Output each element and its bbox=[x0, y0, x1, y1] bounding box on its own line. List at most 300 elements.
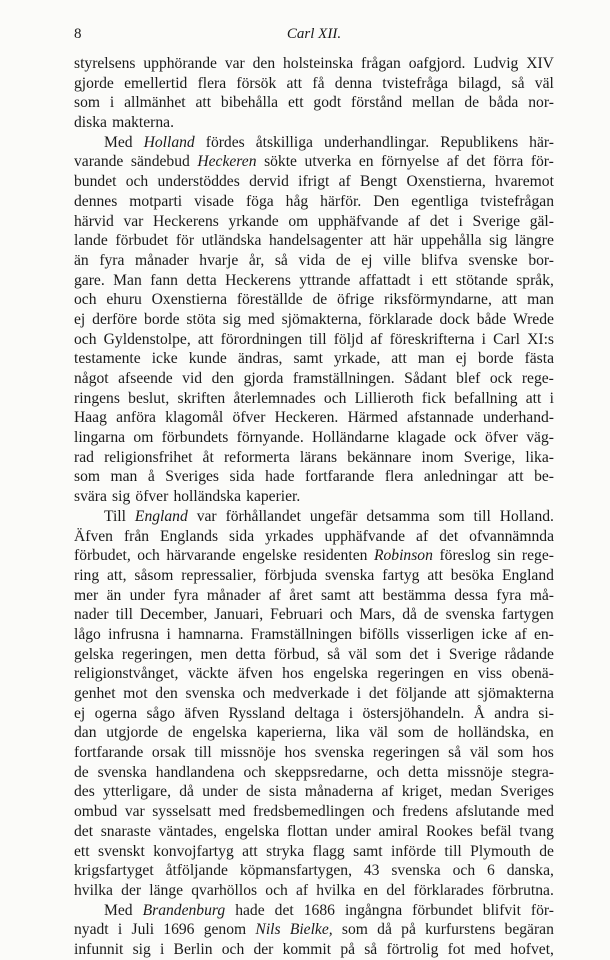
text-line bbox=[74, 605, 554, 625]
word: handlandena bbox=[155, 763, 235, 781]
word: svenska bbox=[445, 606, 495, 624]
word: sändebud bbox=[130, 153, 190, 171]
word: regeringen bbox=[372, 744, 440, 762]
word: af bbox=[416, 527, 429, 545]
word: till bbox=[115, 606, 133, 624]
word: ett bbox=[431, 271, 448, 289]
word: under bbox=[335, 822, 371, 840]
word: detta bbox=[235, 645, 266, 663]
word: och bbox=[323, 389, 347, 407]
word: missnöje bbox=[447, 763, 503, 781]
word: Mars, bbox=[359, 606, 396, 624]
word: fortfarande bbox=[305, 468, 375, 486]
word: mellan bbox=[412, 94, 455, 112]
word: nader bbox=[74, 606, 109, 624]
word: och bbox=[74, 291, 97, 309]
word: man bbox=[110, 468, 138, 486]
text-line bbox=[74, 448, 554, 468]
word: Gyldenstolpe, bbox=[103, 330, 191, 348]
text-line bbox=[74, 369, 554, 389]
word: skriften bbox=[177, 389, 226, 407]
word: de bbox=[433, 724, 449, 742]
word: Plymouth bbox=[470, 842, 531, 860]
word: väntades, bbox=[158, 822, 218, 840]
word: anledningar bbox=[423, 468, 498, 486]
word: då bbox=[179, 783, 194, 801]
word: fartyg bbox=[382, 566, 420, 584]
word: med bbox=[527, 803, 554, 821]
text-line bbox=[74, 290, 554, 310]
word: rådande bbox=[504, 645, 554, 663]
word: dennes bbox=[74, 192, 118, 210]
word: stötande bbox=[455, 271, 508, 289]
word: håg bbox=[285, 192, 309, 210]
word: året bbox=[289, 586, 313, 604]
word: föreskrifterna bbox=[389, 330, 475, 348]
word: tvang bbox=[519, 822, 554, 840]
word: bor- bbox=[528, 251, 554, 269]
word: så bbox=[274, 251, 288, 269]
italic-word: Holland bbox=[143, 133, 195, 151]
text-line bbox=[74, 212, 554, 232]
word: fördes bbox=[205, 133, 245, 151]
word: som bbox=[74, 468, 100, 486]
word: följd bbox=[333, 330, 364, 348]
word: Oxenstierna bbox=[151, 291, 227, 309]
word: man bbox=[417, 350, 445, 368]
word: svenska bbox=[185, 685, 235, 702]
word: få bbox=[312, 74, 325, 92]
italic-word: England bbox=[134, 507, 188, 525]
word: språk, bbox=[516, 271, 554, 289]
word: Sådant bbox=[404, 370, 447, 387]
word: förbrutna. bbox=[491, 881, 554, 899]
word: af bbox=[295, 881, 309, 899]
text-line bbox=[74, 330, 554, 350]
word: dessa bbox=[454, 586, 488, 604]
word: egentliga bbox=[411, 192, 469, 210]
word: bekännare bbox=[347, 448, 412, 466]
word: Englands bbox=[160, 527, 219, 545]
word: och bbox=[452, 862, 476, 880]
word: rege- bbox=[521, 547, 554, 565]
word: Man bbox=[113, 271, 142, 289]
word: och bbox=[329, 606, 353, 624]
word: 6 bbox=[487, 862, 495, 880]
word: deltaga bbox=[294, 704, 340, 722]
word: upphörande bbox=[143, 55, 217, 72]
word: denna bbox=[334, 74, 373, 92]
word: som bbox=[74, 94, 100, 112]
word: så bbox=[327, 645, 341, 663]
word: qvarhöllos bbox=[191, 881, 258, 899]
italic-word: Robinson bbox=[373, 547, 433, 565]
word: Bengt bbox=[360, 173, 398, 191]
word: sig bbox=[222, 310, 241, 328]
word: dan bbox=[74, 724, 97, 742]
word: lärans bbox=[299, 448, 338, 466]
word: som bbox=[397, 724, 424, 742]
word: styrelsens bbox=[74, 55, 136, 72]
word: öfver bbox=[485, 429, 518, 447]
word: att bbox=[391, 350, 407, 368]
word: den bbox=[211, 370, 235, 387]
word: väl bbox=[369, 724, 389, 742]
word: åt bbox=[202, 448, 214, 466]
word: tvistefråga bbox=[382, 74, 449, 92]
word: om bbox=[133, 429, 154, 447]
word: holländska, bbox=[457, 724, 530, 742]
word: och bbox=[242, 685, 266, 702]
text-line bbox=[74, 723, 554, 743]
word: och bbox=[137, 547, 160, 565]
word: Republikens bbox=[440, 133, 519, 151]
word: sida bbox=[229, 468, 255, 486]
word: medan bbox=[450, 783, 492, 801]
word: hos bbox=[282, 665, 304, 683]
word: här- bbox=[529, 133, 554, 151]
word: och bbox=[243, 763, 266, 781]
text-line bbox=[74, 231, 554, 251]
word: kunde bbox=[188, 350, 227, 368]
word: de bbox=[312, 291, 328, 309]
word: svenska bbox=[97, 763, 147, 781]
word: kriget, bbox=[401, 783, 443, 801]
word: i bbox=[481, 330, 486, 348]
word: och bbox=[221, 940, 245, 958]
word: lika- bbox=[525, 448, 554, 466]
word: förnyelse bbox=[381, 153, 440, 171]
word: i bbox=[348, 704, 354, 722]
text-line bbox=[74, 704, 554, 724]
word: visserligen bbox=[406, 625, 475, 643]
word: yrkande bbox=[228, 212, 279, 230]
word: väg- bbox=[526, 429, 554, 447]
text-line bbox=[74, 487, 554, 507]
word: följande bbox=[395, 685, 447, 702]
word: stryka bbox=[266, 842, 305, 860]
word: uppehålla bbox=[420, 232, 482, 250]
word: gjorda bbox=[243, 370, 284, 387]
text-line bbox=[74, 408, 554, 428]
word: förklarades bbox=[413, 881, 484, 899]
word: äfven bbox=[184, 704, 220, 722]
word: engelske bbox=[242, 547, 297, 565]
word: icke bbox=[481, 625, 508, 643]
word: XIV bbox=[526, 55, 554, 72]
text-line bbox=[74, 625, 554, 645]
word: af bbox=[408, 212, 421, 230]
word: förbjuda bbox=[264, 566, 318, 584]
word: Carl bbox=[493, 330, 520, 348]
word: att bbox=[358, 586, 375, 604]
word: vid bbox=[182, 370, 203, 387]
word: i bbox=[458, 212, 463, 230]
word: än bbox=[74, 251, 89, 269]
word: förbundet bbox=[412, 901, 473, 919]
word: underhandlingar. bbox=[323, 133, 430, 151]
word: samt bbox=[353, 842, 383, 860]
word: att bbox=[507, 468, 524, 486]
word: handelsagenter bbox=[269, 232, 363, 250]
word: ett bbox=[287, 94, 304, 112]
word: der bbox=[253, 940, 274, 958]
word: som bbox=[497, 744, 524, 762]
word: en bbox=[358, 153, 374, 171]
word: sågo bbox=[146, 704, 176, 722]
word: rad bbox=[74, 448, 94, 466]
word: skeppsredarne, bbox=[274, 763, 368, 781]
word: borde bbox=[478, 350, 514, 368]
word: visade bbox=[194, 192, 234, 210]
word: ville bbox=[383, 251, 411, 269]
word: stegra- bbox=[511, 763, 554, 781]
italic-word: Nils bbox=[255, 921, 281, 939]
word: detsamma bbox=[366, 507, 430, 525]
word: förhållandet bbox=[225, 507, 301, 525]
word: hos bbox=[532, 744, 554, 762]
word: de bbox=[245, 783, 261, 801]
word: engelska bbox=[313, 665, 368, 683]
word: månader bbox=[135, 251, 189, 269]
word: fyra bbox=[496, 586, 522, 604]
word: var bbox=[123, 212, 144, 230]
word: lingarna bbox=[74, 429, 126, 447]
word: konvojfartyg bbox=[153, 842, 234, 860]
word: afstannade bbox=[407, 409, 474, 427]
word: ehuru bbox=[106, 291, 142, 309]
text-line bbox=[74, 428, 554, 448]
word: till bbox=[473, 507, 491, 525]
word: sida bbox=[229, 527, 255, 545]
page-number: 8 bbox=[74, 26, 82, 42]
word: såsom bbox=[134, 566, 174, 584]
italic-word: Bielke, bbox=[289, 921, 333, 939]
word: förbudet bbox=[115, 232, 169, 250]
text-line bbox=[74, 901, 554, 921]
word: fick bbox=[421, 389, 447, 407]
word: besöka bbox=[450, 566, 495, 584]
word: som bbox=[341, 921, 368, 939]
word: Juli bbox=[131, 921, 155, 939]
word: XI:s bbox=[527, 330, 554, 348]
word: gjorde bbox=[74, 74, 114, 92]
word: de bbox=[167, 724, 183, 742]
word: och bbox=[265, 881, 288, 899]
text-line bbox=[74, 566, 554, 586]
word: en- bbox=[533, 625, 554, 643]
word: Äfven bbox=[74, 527, 113, 545]
word: Sverige bbox=[448, 645, 497, 663]
word: att bbox=[242, 842, 258, 860]
word: af bbox=[446, 153, 459, 171]
word: att bbox=[195, 94, 212, 112]
word: så bbox=[448, 744, 462, 762]
word: ändras, bbox=[237, 350, 283, 368]
word: må- bbox=[529, 586, 554, 604]
text-line bbox=[74, 93, 554, 113]
word: blifva bbox=[421, 251, 458, 269]
word: förnyande. bbox=[236, 429, 304, 447]
word: genhet bbox=[74, 685, 116, 702]
word: en bbox=[453, 665, 469, 683]
word: andra bbox=[494, 704, 529, 722]
word: detta bbox=[408, 763, 439, 781]
text-line bbox=[74, 152, 554, 172]
word: i bbox=[436, 645, 441, 663]
word: Sveriges bbox=[500, 783, 554, 801]
word: om bbox=[288, 212, 309, 230]
word: fredens bbox=[402, 803, 449, 821]
word: tvistefrågan bbox=[480, 192, 554, 210]
word: ej bbox=[74, 310, 86, 328]
word: nyadt bbox=[74, 921, 109, 939]
word: emellertid bbox=[124, 74, 188, 92]
word: Till bbox=[104, 507, 126, 525]
word: de bbox=[74, 763, 89, 781]
word: affattadt bbox=[358, 271, 411, 289]
word: var bbox=[224, 55, 245, 72]
word: missnöje bbox=[220, 744, 276, 762]
word: fredsbemedlingen bbox=[252, 803, 365, 821]
word: till bbox=[194, 744, 212, 762]
word: yrkades bbox=[265, 527, 314, 545]
word: hos bbox=[284, 744, 307, 762]
word: månaderna bbox=[304, 783, 374, 801]
word: svenska bbox=[324, 566, 375, 584]
word: derföre bbox=[92, 310, 138, 328]
word: att bbox=[525, 389, 542, 407]
word: ingångna bbox=[344, 901, 403, 919]
body-text bbox=[74, 54, 554, 960]
word: ytterligare, bbox=[103, 783, 172, 801]
word: yttrande bbox=[299, 271, 351, 289]
word: ofvannämnda bbox=[469, 527, 554, 545]
text-line bbox=[74, 645, 554, 665]
word: sin bbox=[497, 547, 516, 565]
text-line bbox=[74, 271, 554, 291]
word: yrkade, bbox=[333, 350, 381, 368]
word: Ryssland bbox=[228, 704, 285, 722]
word: sökte bbox=[264, 153, 297, 171]
word: ogerna bbox=[94, 704, 138, 722]
word: man bbox=[527, 291, 554, 309]
word: Rookes bbox=[426, 822, 473, 840]
word: väl bbox=[469, 744, 489, 762]
word: obenä- bbox=[511, 665, 554, 683]
word: icke bbox=[151, 350, 178, 368]
word: viss bbox=[477, 665, 503, 683]
word: dock bbox=[439, 310, 470, 328]
word: ifrigt bbox=[298, 173, 330, 191]
word: Berlin bbox=[173, 940, 213, 958]
word: gelska bbox=[74, 645, 114, 663]
word: Wrede bbox=[513, 310, 554, 328]
word: engelska bbox=[192, 724, 247, 742]
word: förklarade bbox=[368, 310, 433, 328]
text-line bbox=[74, 743, 554, 763]
word: sig bbox=[132, 940, 151, 958]
word: svenske bbox=[468, 251, 518, 269]
text-line bbox=[74, 822, 554, 842]
word: åtföljande bbox=[165, 862, 228, 880]
word: med bbox=[247, 310, 275, 328]
word: klagade bbox=[397, 429, 446, 447]
word: å bbox=[147, 468, 155, 486]
word: anföra bbox=[116, 409, 156, 427]
word: December, bbox=[139, 606, 208, 624]
word: kaperier. bbox=[246, 488, 301, 506]
word: ett bbox=[74, 842, 90, 860]
word: af bbox=[514, 625, 527, 643]
word: Heckerens bbox=[225, 271, 291, 289]
word: förbudet, bbox=[74, 547, 131, 565]
text-line bbox=[74, 113, 554, 133]
word: svära bbox=[74, 488, 107, 506]
word: de bbox=[464, 94, 480, 112]
text-line bbox=[74, 389, 554, 409]
word: nor- bbox=[528, 94, 554, 112]
word: amiral bbox=[378, 822, 419, 840]
word: snaraste bbox=[100, 822, 151, 840]
word: att bbox=[501, 291, 518, 309]
word: under bbox=[129, 586, 166, 604]
word: regeringen, bbox=[121, 645, 193, 663]
word: understöddes bbox=[157, 173, 240, 191]
text-line bbox=[74, 802, 554, 822]
word: för bbox=[175, 232, 195, 250]
text-line bbox=[74, 467, 554, 487]
word: af bbox=[381, 783, 394, 801]
word: Framställningen bbox=[250, 625, 353, 643]
word: fot bbox=[447, 940, 465, 958]
word: väl bbox=[348, 645, 368, 663]
word: lika bbox=[335, 724, 360, 742]
word: fyra bbox=[173, 586, 199, 604]
word: religionstvånget, bbox=[74, 665, 179, 683]
text-line bbox=[74, 349, 554, 369]
word: sista bbox=[268, 783, 297, 801]
text-line bbox=[74, 782, 554, 802]
word: holländska bbox=[173, 488, 241, 506]
word: flera bbox=[197, 74, 227, 92]
word: att bbox=[427, 566, 443, 584]
word: inom bbox=[421, 448, 454, 466]
page-header bbox=[74, 26, 554, 50]
word: föga bbox=[245, 192, 274, 210]
word: Holländarne bbox=[312, 429, 390, 447]
text-line bbox=[74, 527, 554, 547]
word: fyra bbox=[99, 251, 125, 269]
word: härför. bbox=[320, 192, 362, 210]
word: gäl- bbox=[529, 212, 554, 230]
word: på bbox=[401, 921, 416, 939]
text-line bbox=[74, 664, 554, 684]
word: hvarje bbox=[199, 251, 239, 269]
word: hvaremot bbox=[495, 173, 554, 191]
word: frågan bbox=[361, 55, 401, 72]
word: flagg bbox=[312, 842, 345, 860]
word: det bbox=[439, 527, 459, 545]
word: orsak bbox=[151, 744, 186, 762]
word: fästa bbox=[524, 350, 554, 368]
word: hamnarna. bbox=[178, 625, 244, 643]
word: en bbox=[539, 724, 554, 742]
word: och bbox=[376, 763, 400, 781]
word: lande bbox=[74, 232, 108, 250]
word: Oxenstierna, bbox=[406, 173, 486, 191]
italic-word: Brandenburg bbox=[142, 901, 226, 919]
